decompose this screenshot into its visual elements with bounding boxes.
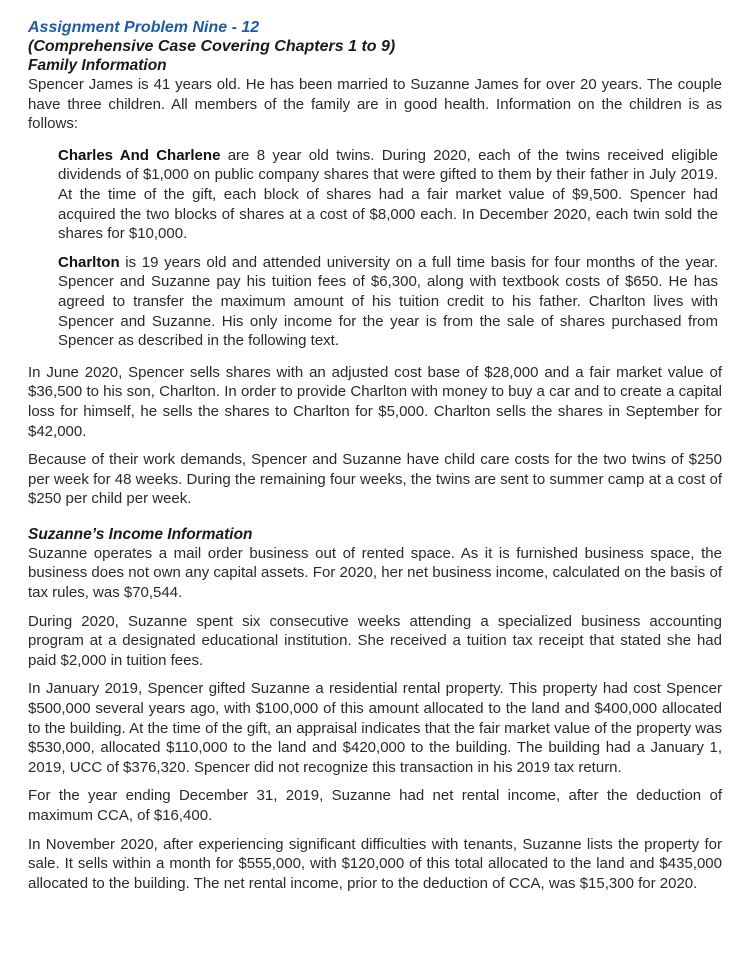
child-text-twins: are 8 year old twins. During 2020, each of the twins received eligible dividends of $1,000 on public company shares that were gifted to them by their father in July 2019. At the time of the gift, each block of shares had a fair market value of $9,500. Spencer had acquired the two blocks of shares at a cost of $8,000 each. In December 2020, each twin sold the shares for $10,000. xyxy=(58,146,719,243)
property-sale-paragraph: In November 2020, after experiencing significant difficulties with tenants, Suzanne lists the property for sale. It sells within a month for $555,000, with $120,000 of this total allocated to the land and $435,000 allocated to the building. The net rental income, prior to the deduction of CCA, was $15,300 for 2020. xyxy=(28,835,722,892)
child-name-twins: Charles And Charlene xyxy=(58,146,221,164)
family-intro-paragraph: Spencer James is 41 years old. He has been married to Suzanne James for over 20 years. The couple have three children. All members of the family are in good health. Information on the children is as follows: xyxy=(28,76,722,133)
family-information-heading: Family Information xyxy=(28,57,167,74)
assignment-title: Assignment Problem Nine - 12 xyxy=(28,19,260,36)
child-name-charlton: Charlton xyxy=(58,253,120,271)
rental-income-2019-paragraph: For the year ending December 31, 2019, Suzanne had net rental income, after the deduction of maximum CCA, of $16,400. xyxy=(28,787,722,824)
child-care-paragraph: Because of their work demands, Spencer and Suzanne have child care costs for the two twins of $250 per week for 48 weeks. During the remaining four weeks, the twins are sent to summer camp at a cost of $250 per child per week. xyxy=(28,451,722,508)
suzanne-tuition-paragraph: During 2020, Suzanne spent six consecutive weeks attending a specialized business accounting program at a designated educational institution. She received a tuition tax receipt that stated she had paid $2,000 in tuition fees. xyxy=(28,612,722,669)
rental-gift-paragraph: In January 2019, Spencer gifted Suzanne a residential rental property. This property had cost Spencer $500,000 several years ago, with $100,000 of this amount allocated to the land and $400,000 allocated to the building. At the time of the gift, an appraisal indicates that the fair market value of the property was $530,000, allocated $110,000 to the land and $420,000 to the building. The building had a January 1, 2019, UCC of $376,320. Spencer did not recognize this transaction in his 2019 tax return. xyxy=(28,680,722,776)
child-entry-twins xyxy=(28,146,722,244)
share-sale-paragraph: In June 2020, Spencer sells shares with an adjusted cost base of $28,000 and a fair market value of $36,500 to his son, Charlton. In order to provide Charlton with money to buy a car and to create a capital loss for himself, he sells the shares to Charlton for $5,000. Charlton sells the shares in September for $42,000. xyxy=(28,363,722,440)
assignment-subtitle: (Comprehensive Case Covering Chapters 1 to 9) xyxy=(28,38,396,55)
child-text-charlton: is 19 years old and attended university on a full time basis for four months of the year. Spencer and Suzanne pay his tuition fees of $6,300, along with textbook costs of $650. He has agreed to transfer the maximum amount of his tuition credit to his father. Charlton lives with Spencer and Suzanne. His only income for the year is from the sale of shares purchased from Spencer as described in the following text. xyxy=(58,253,718,350)
suzanne-income-heading: Suzanne’s Income Information xyxy=(28,525,253,543)
child-entry-charlton xyxy=(28,253,722,351)
suzanne-business-paragraph: Suzanne operates a mail order business out of rented space. As it is furnished business space, the business does not own any capital assets. For 2020, her net business income, calculated on the basis of tax rules, was $70,544. xyxy=(28,544,722,602)
